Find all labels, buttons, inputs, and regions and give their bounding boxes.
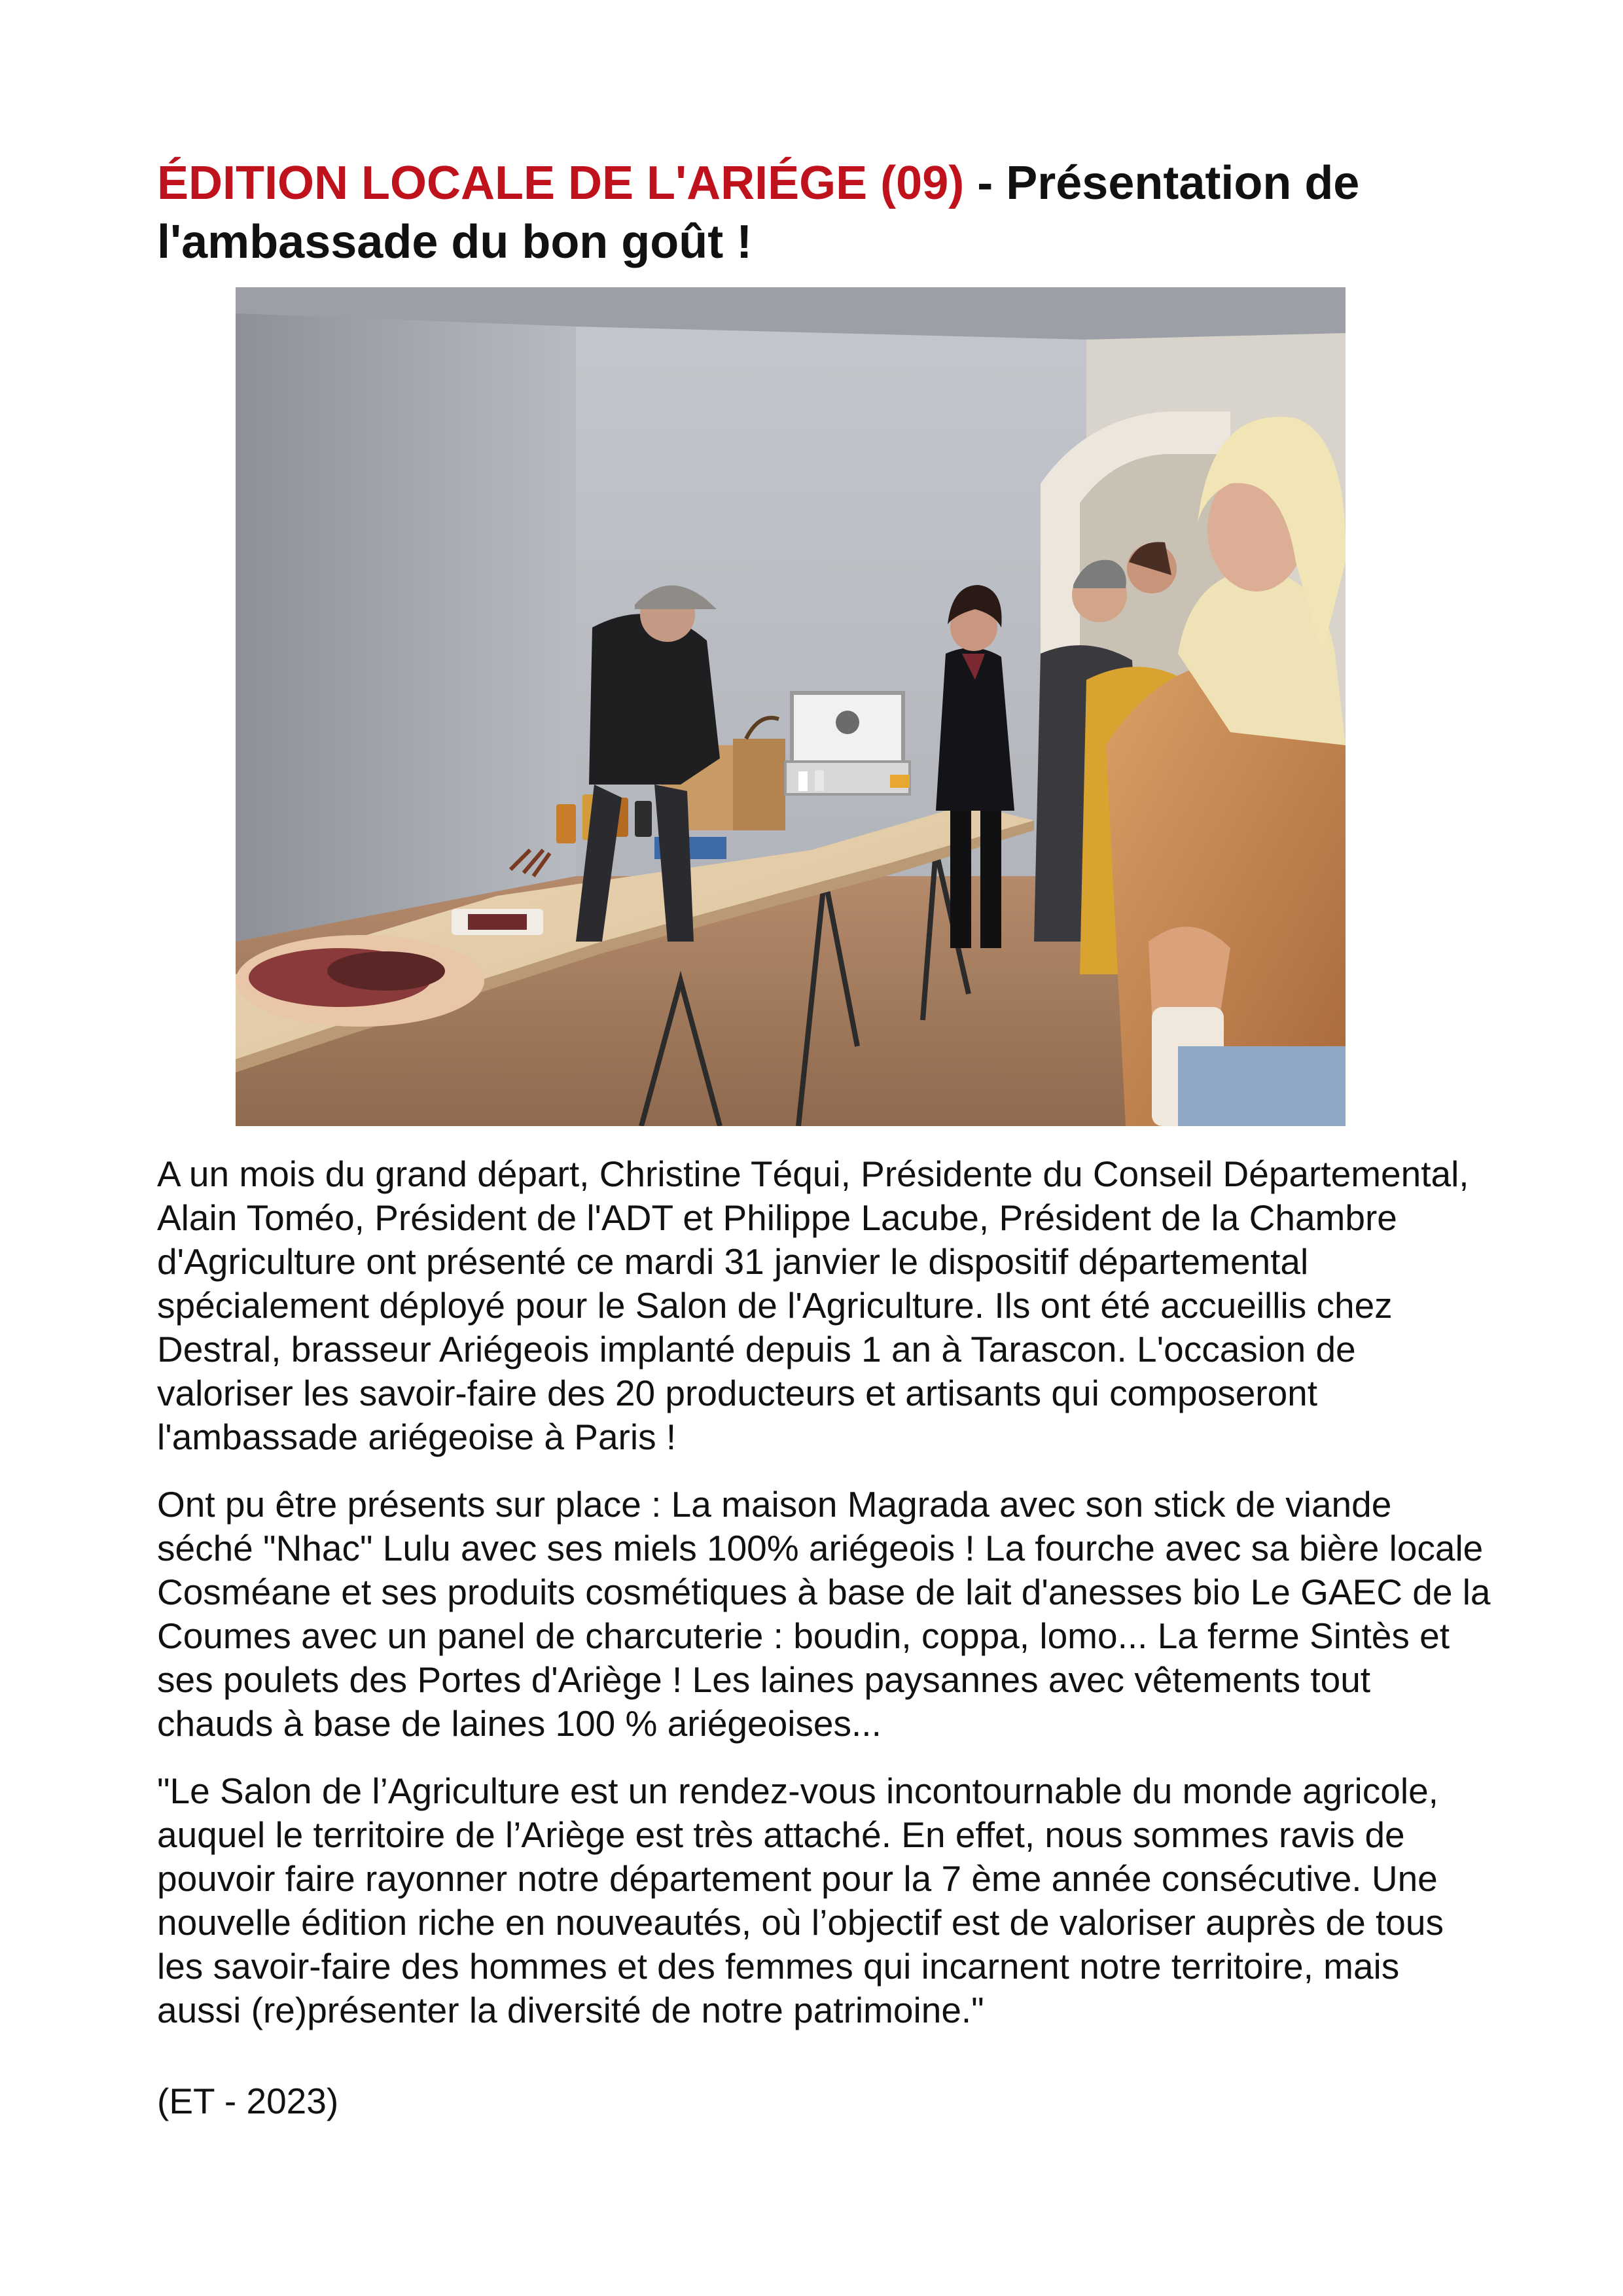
- paragraph-producers: Ont pu être présents sur place : La maison Magrada avec son stick de viande séché "Nhac" Lulu avec ses miels 100% ariégeois ! La fourche avec sa bière locale Cosméane et ses produits cosmétiques à base de lait d'anesses bio Le GAEC de la Coumes avec un panel de charcuterie : boudin, coppa, lomo... La ferme Sintès et ses poulets des Portes d'Ariège ! Les laines paysannes avec vêtements tout chauds à base de laines 100 % ariégeoises...: [157, 1484, 1491, 1744]
- edition-label: ÉDITION LOCALE DE L'ARIÉGE (09): [157, 157, 965, 209]
- article-credit: (ET - 2023): [157, 2081, 339, 2121]
- headline: - Présentation de l'ambassade du bon goût !: [157, 157, 1360, 268]
- article: [157, 154, 1492, 2123]
- article-title: [157, 154, 1492, 272]
- paragraph-quote: "Le Salon de l’Agriculture est un rendez-vous incontournable du monde agricole, auquel le territoire de l’Ariège est très attaché. En effet, nous sommes ravis de pouvoir faire rayonner notre département pour la 7 ème année consécutive. Une nouvelle édition riche en nouveautés, où l’objectif est de valoriser auprès de tous les savoir-faire des hommes et des femmes qui incarnent notre territoire, mais aussi (re)présenter la diversité de notre patrimoine.": [157, 1771, 1444, 2030]
- paragraph-intro: A un mois du grand départ, Christine Téqui, Présidente du Conseil Départemental, Alain Toméo, Président de l'ADT et Philippe Lacube, Président de la Chambre d'Agriculture ont présenté ce mardi 31 janvier le dispositif départemental spécialement déployé pour le Salon de l'Agriculture. Ils ont été accueillis chez Destral, brasseur Ariégeois implanté depuis 1 an à Tarascon. L'occasion de valoriser les savoir-faire des 20 producteurs et artisants qui composeront l'ambassade ariégeoise à Paris !: [157, 1154, 1469, 1457]
- article-body: [157, 1152, 1492, 2032]
- event-photo-illustration: [236, 287, 1346, 1126]
- event-photo-icon: [236, 287, 1346, 1126]
